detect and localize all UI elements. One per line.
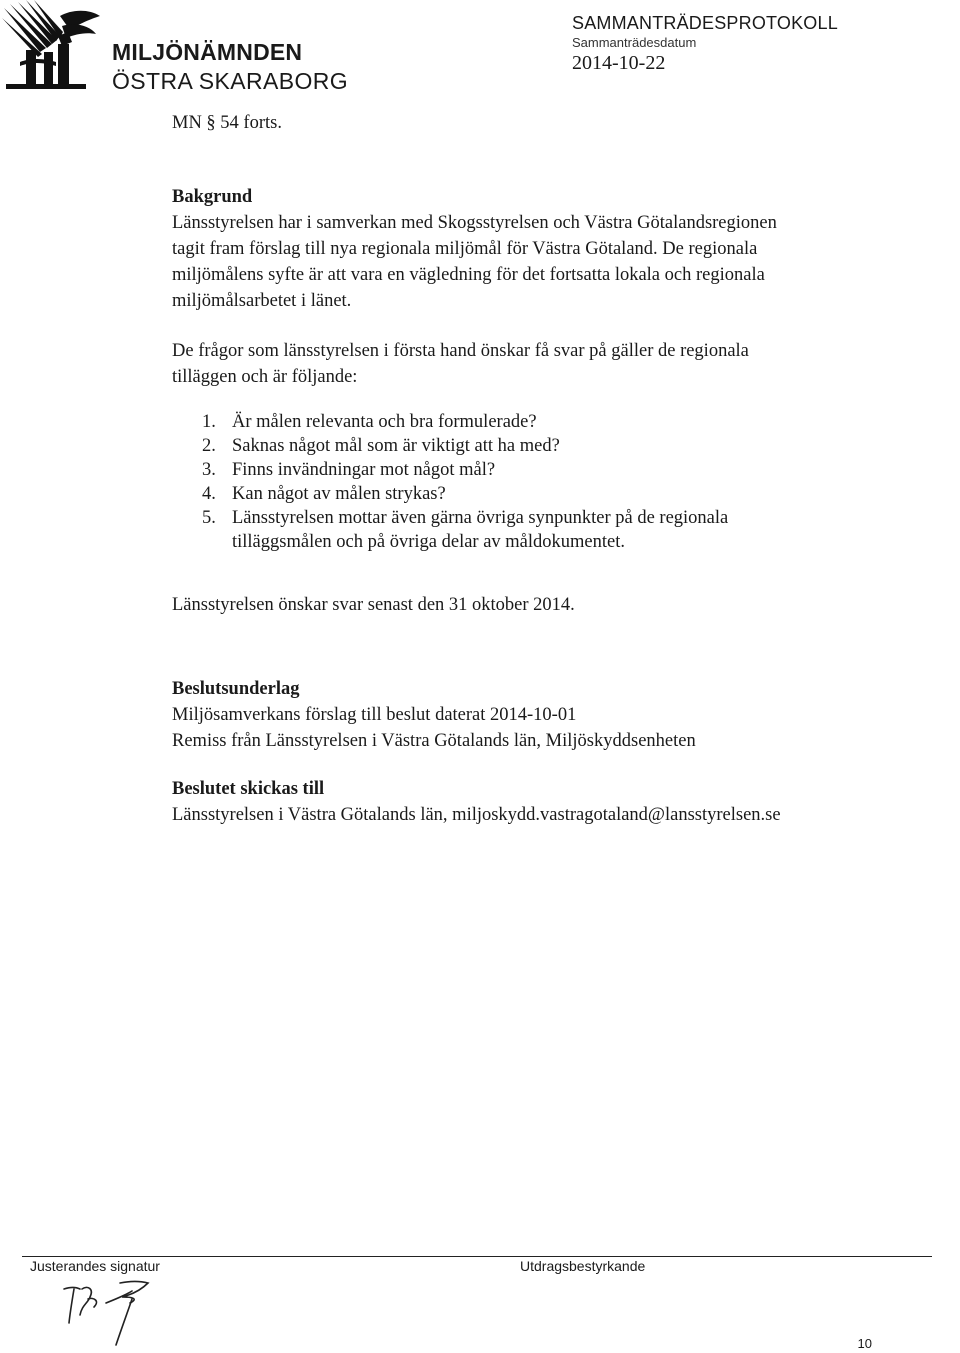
- org-name-line1: MILJÖNÄMNDEN: [112, 39, 303, 65]
- handwritten-signature-icon: [60, 1275, 170, 1350]
- text-line: Miljösamverkans förslag till beslut daterat 2014-10-01: [172, 705, 577, 725]
- footer-divider: [22, 1256, 932, 1257]
- list-item: [172, 482, 912, 506]
- signature-label: Justerandes signatur: [30, 1258, 160, 1274]
- document-type: SAMMANTRÄDESPROTOKOLL: [572, 13, 838, 33]
- document-body: [172, 110, 912, 828]
- background-paragraph-2: [172, 338, 912, 390]
- list-text: Kan något av målen strykas?: [232, 484, 446, 504]
- basis-heading: Beslutsunderlag: [172, 679, 300, 699]
- basis-list: [172, 702, 912, 754]
- questions-list: [172, 410, 912, 554]
- background-paragraph-1: [172, 210, 912, 314]
- text-line: Länsstyrelsen mottar även gärna övriga synpunkter på de regionala: [232, 508, 729, 528]
- response-deadline: Länsstyrelsen önskar svar senast den 31 oktober 2014.: [172, 595, 575, 615]
- list-text: Är målen relevanta och bra formulerade?: [232, 412, 537, 432]
- list-item: [172, 434, 912, 458]
- list-text: Finns invändningar mot något mål?: [232, 460, 496, 480]
- list-text: Saknas något mål som är viktigt att ha med?: [232, 436, 560, 456]
- list-number: 1.: [202, 412, 216, 432]
- recipients-list: [172, 802, 912, 828]
- text-line: miljömålsarbetet i länet.: [172, 291, 352, 311]
- extract-certification-label: Utdragsbestyrkande: [520, 1258, 646, 1274]
- protocol-header: [572, 13, 838, 75]
- list-text: [232, 506, 912, 554]
- list-number: 4.: [202, 484, 216, 504]
- text-line: tilläggen och är följande:: [172, 367, 358, 387]
- meeting-date: 2014-10-22: [572, 52, 666, 74]
- org-name-line2: ÖSTRA SKARABORG: [112, 68, 349, 94]
- page-number: 10: [857, 1336, 872, 1351]
- tree-logo-icon: [0, 0, 112, 92]
- text-line: tilläggsmålen och på övriga delar av måldokumentet.: [232, 532, 625, 552]
- organization-name: [112, 38, 348, 96]
- background-heading: Bakgrund: [172, 187, 253, 207]
- text-line: Remiss från Länsstyrelsen i Västra Götalands län, Miljöskyddsenheten: [172, 731, 696, 751]
- list-item: [172, 410, 912, 434]
- text-line: miljömålens syfte är att vara en vägledning för det fortsatta lokala och regionala: [172, 265, 765, 285]
- list-item: [172, 506, 912, 554]
- text-line: tagit fram förslag till nya regionala miljömål för Västra Götaland. De regionala: [172, 239, 758, 259]
- list-number: 2.: [202, 436, 216, 456]
- date-label: Sammanträdesdatum: [572, 35, 697, 50]
- section-reference: MN § 54 forts.: [172, 113, 282, 133]
- list-number: 3.: [202, 460, 216, 480]
- text-line: De frågor som länsstyrelsen i första hand önskar få svar på gäller de regionala: [172, 341, 749, 361]
- list-number: 5.: [202, 508, 216, 528]
- list-item: [172, 458, 912, 482]
- recipients-heading: Beslutet skickas till: [172, 779, 325, 799]
- text-line: Länsstyrelsen i Västra Götalands län, miljoskydd.vastragotaland@lansstyrelsen.se: [172, 805, 781, 825]
- text-line: Länsstyrelsen har i samverkan med Skogsstyrelsen och Västra Götalandsregionen: [172, 213, 777, 233]
